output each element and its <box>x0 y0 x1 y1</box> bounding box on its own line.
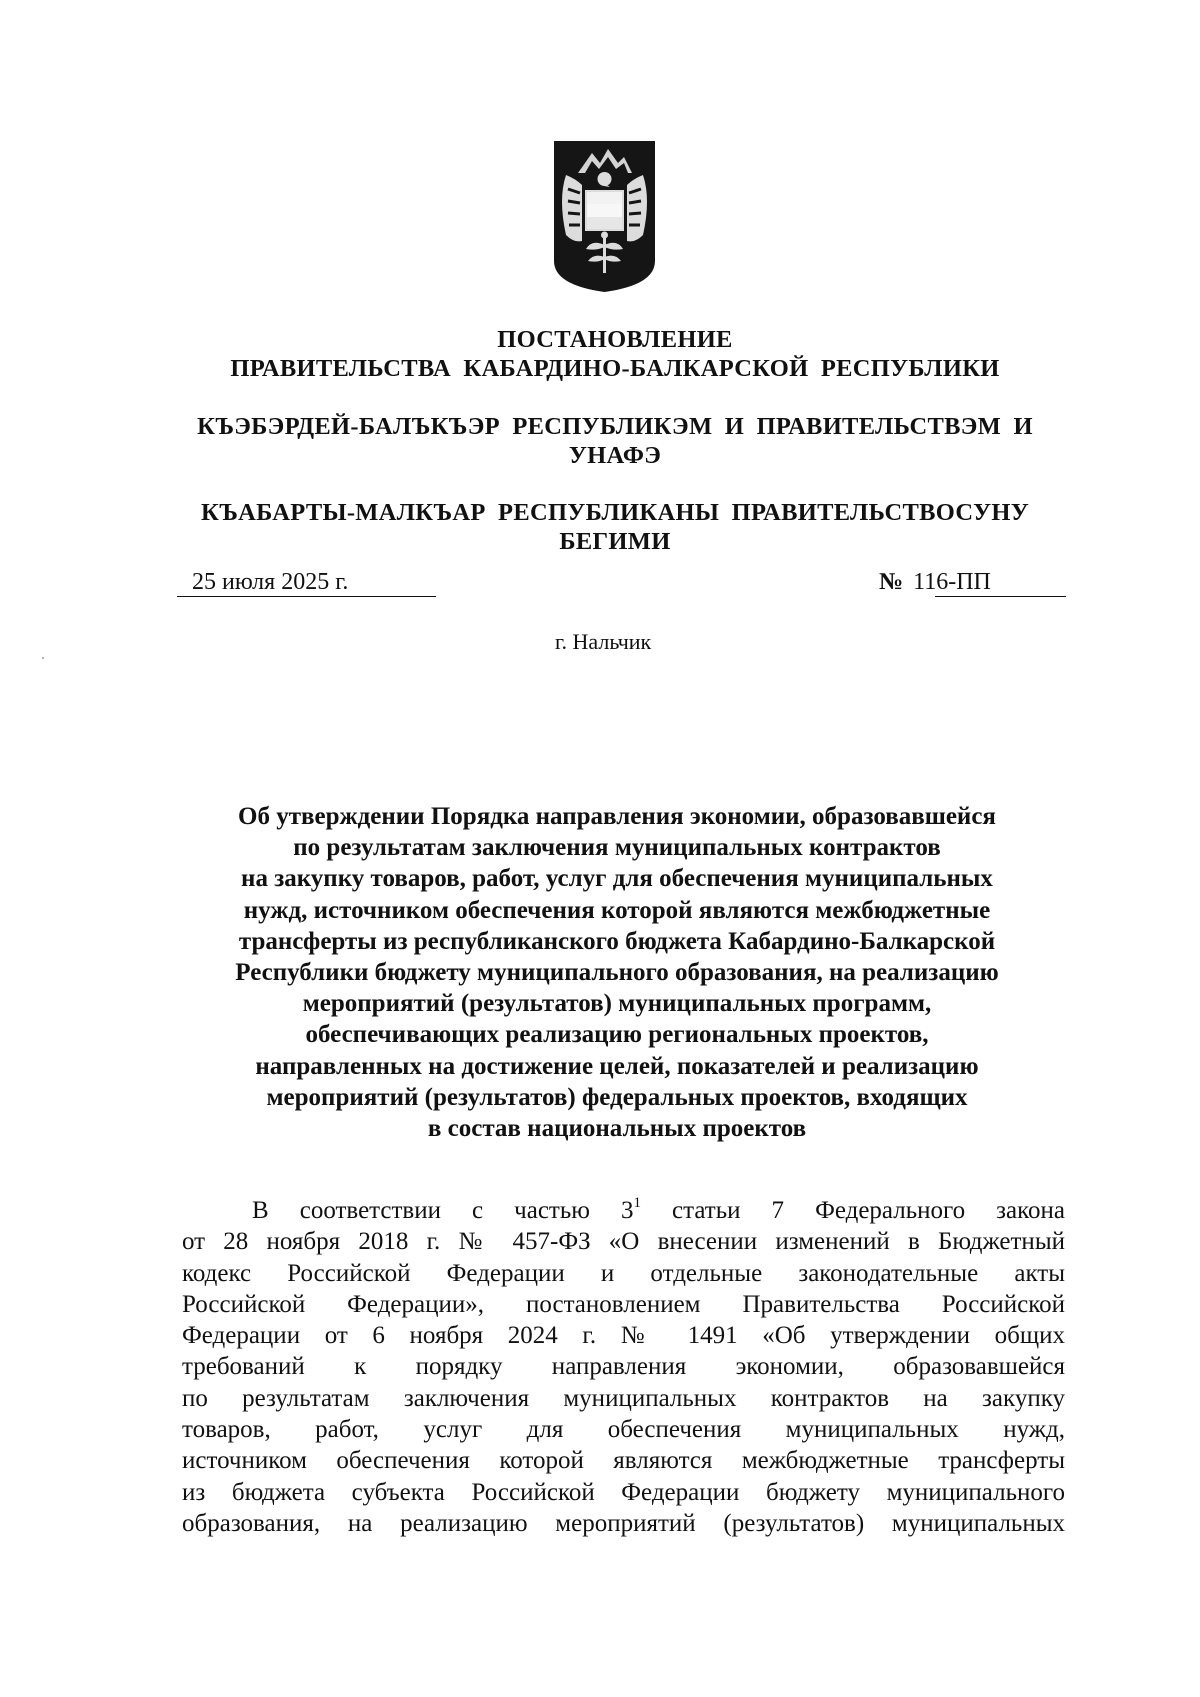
body-line: Российской Федерации», постановлением Правительства Российской <box>182 1290 1065 1318</box>
title-line: направленных на достижение целей, показателей и реализацию <box>255 1052 979 1080</box>
body-line: товаров, работ, услуг для обеспечения муниципальных нужд, <box>182 1416 1065 1444</box>
superscript: 1 <box>633 1195 641 1211</box>
balkar-header <box>185 498 1045 556</box>
kabardian-line: КЪЭБЭРДЕЙ-БАЛЪКЪЭР РЕСПУБЛИКЭМ И ПРАВИТЕЛЬСТВЭМ И <box>197 413 1033 440</box>
number-value: 116-ПП <box>913 569 991 595</box>
kabardian-header <box>185 412 1045 470</box>
title-line: Об утверждении Порядка направления экономии, образовавшейся <box>238 803 996 830</box>
number-underline <box>935 596 1066 597</box>
decree-header <box>185 325 1045 383</box>
body-line: от 28 ноября 2018 г. № 457-ФЗ «О внесении изменений в Бюджетный <box>182 1228 1065 1256</box>
body-line: кодекс Российской Федерации и отдельные законодательные акты <box>182 1259 1065 1287</box>
body-first-line <box>182 1195 1065 1226</box>
body-line: источником обеспечения которой являются межбюджетные трансферты <box>182 1447 1065 1475</box>
body-first-line-start: В соответствии с частью 3 <box>252 1197 634 1224</box>
body-line: Федерации от 6 ноября 2024 г. № 1491 «Об утверждении общих <box>182 1322 1065 1350</box>
body-paragraph <box>182 1195 1065 1539</box>
title-line: мероприятий (результатов) федеральных проектов, входящих <box>266 1083 968 1111</box>
title-line: трансферты из республиканского бюджета Кабардино-Балкарской <box>238 927 996 955</box>
balkar-line: БЕГИМИ <box>559 528 671 555</box>
number-sign: № <box>879 569 904 595</box>
decree-title: ПОСТАНОВЛЕНИЕ <box>497 326 733 353</box>
document-title <box>182 801 1052 1144</box>
title-line: нужд, источником обеспечения которой являются межбюджетные <box>243 896 991 924</box>
title-line: обеспечивающих реализацию региональных проектов, <box>305 1021 929 1049</box>
decree-number <box>879 568 991 596</box>
government-name: ПРАВИТЕЛЬСТВА КАБАРДИНО-БАЛКАРСКОЙ РЕСПУБЛИКИ <box>230 355 1000 382</box>
body-line: из бюджета субъекта Российской Федерации бюджету муниципального <box>182 1478 1065 1506</box>
balkar-line: КЪАБАРТЫ-МАЛКЪАР РЕСПУБЛИКАНЫ ПРАВИТЕЛЬСТВОСУНУ <box>201 499 1029 526</box>
date-underline <box>177 596 436 597</box>
kabardian-line: УНАФЭ <box>568 442 662 469</box>
title-line: на закупку товаров, работ, услуг для обеспечения муниципальных <box>241 865 993 893</box>
kbr-coat-of-arms-icon <box>552 139 657 294</box>
title-line: в состав национальных проектов <box>427 1115 807 1143</box>
body-line: требований к порядку направления экономии, образовавшейся <box>182 1353 1065 1381</box>
title-line: Республики бюджету муниципального образования, на реализацию <box>235 959 999 987</box>
decree-date: 25 июля 2025 г. <box>192 569 349 595</box>
body-line: образования, на реализацию мероприятий (результатов) муниципальных <box>182 1509 1065 1537</box>
title-line: по результатам заключения муниципальных контрактов <box>293 834 941 862</box>
body-first-line-end: статьи 7 Федерального закона <box>640 1197 1065 1224</box>
body-line: по результатам заключения муниципальных контрактов на закупку <box>182 1384 1065 1412</box>
city: г. Нальчик <box>555 629 652 654</box>
title-line: мероприятий (результатов) муниципальных программ, <box>302 990 932 1018</box>
scan-speck <box>42 657 44 659</box>
